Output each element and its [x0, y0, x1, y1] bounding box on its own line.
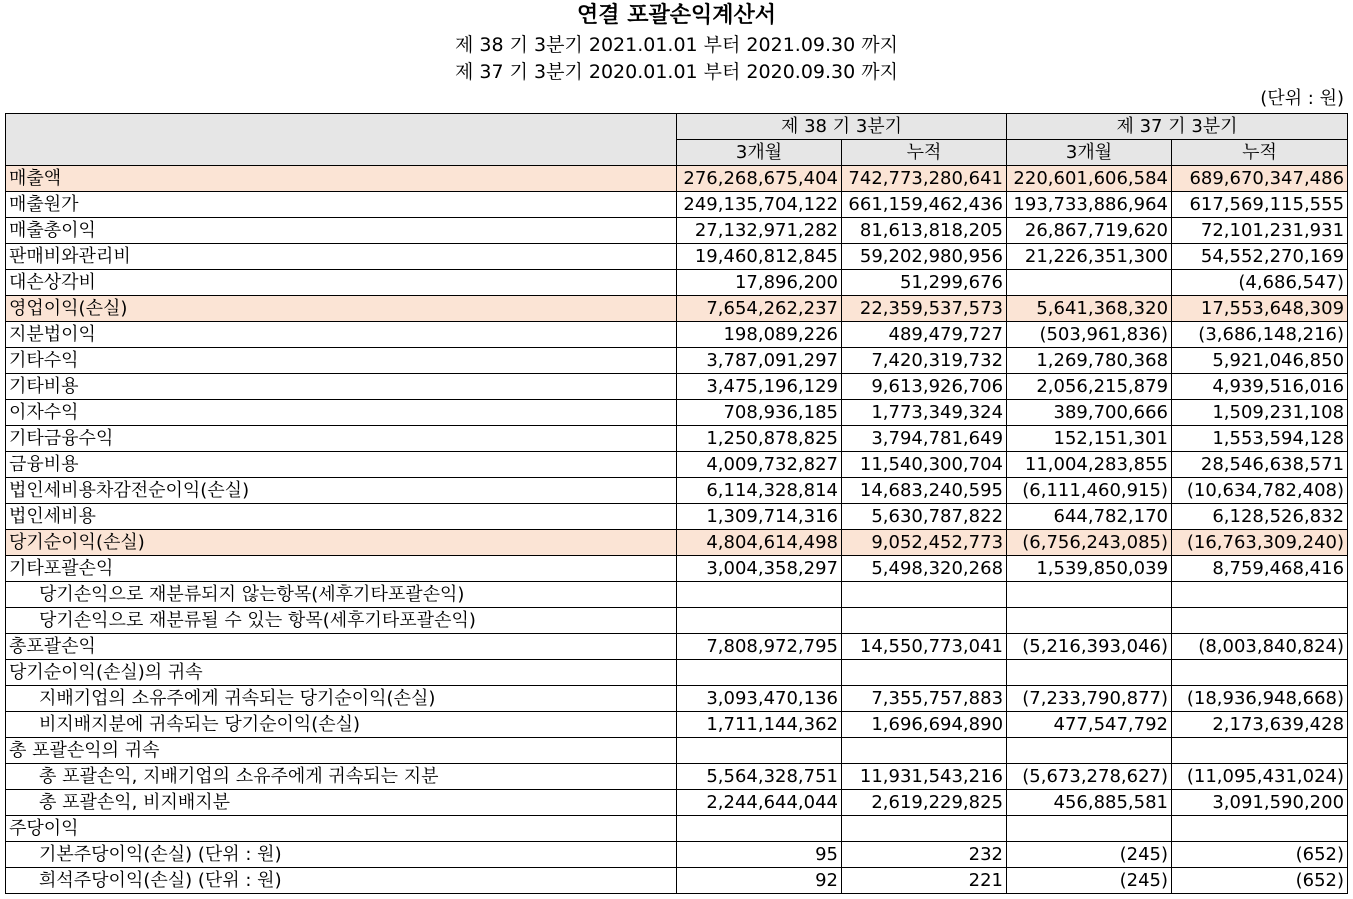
amount-cell: 689,670,347,486 — [1172, 166, 1348, 192]
amount-cell: 152,151,301 — [1007, 426, 1172, 452]
header-row-periods — [6, 114, 1348, 140]
amount-cell: 477,547,792 — [1007, 712, 1172, 738]
account-label: 비지배지분에 귀속되는 당기순이익(손실) — [6, 712, 677, 738]
amount-cell — [1172, 816, 1348, 842]
table-row — [6, 530, 1348, 556]
amount-cell: 11,004,283,855 — [1007, 452, 1172, 478]
amount-cell: 5,921,046,850 — [1172, 348, 1348, 374]
amount-cell: 17,553,648,309 — [1172, 296, 1348, 322]
amount-cell: 28,546,638,571 — [1172, 452, 1348, 478]
table-row — [6, 270, 1348, 296]
table-row — [6, 816, 1348, 842]
header-prior-cumulative: 누적 — [1172, 140, 1348, 166]
table-row — [6, 374, 1348, 400]
amount-cell — [1172, 608, 1348, 634]
amount-cell: 14,683,240,595 — [842, 478, 1007, 504]
amount-cell: (6,756,243,085) — [1007, 530, 1172, 556]
amount-cell: 6,128,526,832 — [1172, 504, 1348, 530]
amount-cell: (10,634,782,408) — [1172, 478, 1348, 504]
account-label: 기타포괄손익 — [6, 556, 677, 582]
statement-body — [6, 166, 1348, 894]
amount-cell: 5,564,328,751 — [677, 764, 842, 790]
amount-cell — [842, 738, 1007, 764]
table-row — [6, 712, 1348, 738]
amount-cell: (8,003,840,824) — [1172, 634, 1348, 660]
amount-cell: 1,539,850,039 — [1007, 556, 1172, 582]
account-label: 총 포괄손익, 비지배지분 — [6, 790, 677, 816]
amount-cell: (5,673,278,627) — [1007, 764, 1172, 790]
amount-cell: 7,355,757,883 — [842, 686, 1007, 712]
account-label: 기타비용 — [6, 374, 677, 400]
amount-cell — [677, 660, 842, 686]
amount-cell: 54,552,270,169 — [1172, 244, 1348, 270]
amount-cell — [1007, 660, 1172, 686]
amount-cell: 11,931,543,216 — [842, 764, 1007, 790]
table-row — [6, 582, 1348, 608]
income-statement-table — [5, 113, 1348, 894]
amount-cell: 19,460,812,845 — [677, 244, 842, 270]
header-prior-3months: 3개월 — [1007, 140, 1172, 166]
amount-cell: 8,759,468,416 — [1172, 556, 1348, 582]
account-label: 당기순이익(손실)의 귀속 — [6, 660, 677, 686]
amount-cell: 1,250,878,825 — [677, 426, 842, 452]
amount-cell: 1,553,594,128 — [1172, 426, 1348, 452]
table-row — [6, 660, 1348, 686]
amount-cell: 21,226,351,300 — [1007, 244, 1172, 270]
amount-cell — [677, 582, 842, 608]
amount-cell: 2,244,644,044 — [677, 790, 842, 816]
header-period-current: 제 38 기 3분기 — [677, 114, 1007, 140]
unit-label: (단위 : 원) — [1260, 88, 1344, 109]
table-row — [6, 322, 1348, 348]
amount-cell: (6,111,460,915) — [1007, 478, 1172, 504]
account-label: 대손상각비 — [6, 270, 677, 296]
table-row — [6, 842, 1348, 868]
amount-cell: 5,630,787,822 — [842, 504, 1007, 530]
amount-cell: 7,420,319,732 — [842, 348, 1007, 374]
amount-cell: 6,114,328,814 — [677, 478, 842, 504]
amount-cell: 17,896,200 — [677, 270, 842, 296]
amount-cell: 3,787,091,297 — [677, 348, 842, 374]
amount-cell — [1007, 608, 1172, 634]
amount-cell: 193,733,886,964 — [1007, 192, 1172, 218]
amount-cell: 2,173,639,428 — [1172, 712, 1348, 738]
amount-cell — [1007, 582, 1172, 608]
account-label: 당기손익으로 재분류되지 않는항목(세후기타포괄손익) — [6, 582, 677, 608]
table-row — [6, 790, 1348, 816]
account-label: 지배기업의 소유주에게 귀속되는 당기순이익(손실) — [6, 686, 677, 712]
amount-cell: (11,095,431,024) — [1172, 764, 1348, 790]
amount-cell: 742,773,280,641 — [842, 166, 1007, 192]
account-label: 지분법이익 — [6, 322, 677, 348]
amount-cell — [677, 738, 842, 764]
account-label: 매출총이익 — [6, 218, 677, 244]
table-row — [6, 504, 1348, 530]
amount-cell: 1,309,714,316 — [677, 504, 842, 530]
amount-cell: 232 — [842, 842, 1007, 868]
amount-cell — [842, 660, 1007, 686]
amount-cell: 81,613,818,205 — [842, 218, 1007, 244]
amount-cell: 92 — [677, 868, 842, 894]
account-label: 매출원가 — [6, 192, 677, 218]
amount-cell: 2,619,229,825 — [842, 790, 1007, 816]
amount-cell: 617,569,115,555 — [1172, 192, 1348, 218]
amount-cell: (245) — [1007, 842, 1172, 868]
amount-cell: (245) — [1007, 868, 1172, 894]
table-row — [6, 218, 1348, 244]
table-row — [6, 452, 1348, 478]
table-row — [6, 478, 1348, 504]
amount-cell: 4,804,614,498 — [677, 530, 842, 556]
amount-cell: 3,004,358,297 — [677, 556, 842, 582]
amount-cell: (7,233,790,877) — [1007, 686, 1172, 712]
account-label: 주당이익 — [6, 816, 677, 842]
table-row — [6, 296, 1348, 322]
table-row — [6, 868, 1348, 894]
account-label: 기본주당이익(손실) (단위 : 원) — [6, 842, 677, 868]
amount-cell: 9,613,926,706 — [842, 374, 1007, 400]
amount-cell: 5,498,320,268 — [842, 556, 1007, 582]
account-label: 총 포괄손익의 귀속 — [6, 738, 677, 764]
header-period-prior: 제 37 기 3분기 — [1007, 114, 1348, 140]
account-label: 영업이익(손실) — [6, 296, 677, 322]
amount-cell: 22,359,537,573 — [842, 296, 1007, 322]
amount-cell: (652) — [1172, 868, 1348, 894]
table-row — [6, 634, 1348, 660]
account-label: 법인세비용 — [6, 504, 677, 530]
amount-cell: 27,132,971,282 — [677, 218, 842, 244]
account-label: 기타금융수익 — [6, 426, 677, 452]
amount-cell: 3,475,196,129 — [677, 374, 842, 400]
amount-cell: 59,202,980,956 — [842, 244, 1007, 270]
amount-cell: (5,216,393,046) — [1007, 634, 1172, 660]
amount-cell: 9,052,452,773 — [842, 530, 1007, 556]
amount-cell: 644,782,170 — [1007, 504, 1172, 530]
account-label: 기타수익 — [6, 348, 677, 374]
amount-cell: 5,641,368,320 — [1007, 296, 1172, 322]
amount-cell: (652) — [1172, 842, 1348, 868]
account-label: 매출액 — [6, 166, 677, 192]
amount-cell: 7,654,262,237 — [677, 296, 842, 322]
table-row — [6, 738, 1348, 764]
amount-cell — [1172, 660, 1348, 686]
amount-cell: 1,509,231,108 — [1172, 400, 1348, 426]
account-label: 당기손익으로 재분류될 수 있는 항목(세후기타포괄손익) — [6, 608, 677, 634]
header-current-cumulative: 누적 — [842, 140, 1007, 166]
amount-cell: 51,299,676 — [842, 270, 1007, 296]
period-current-subtitle: 제 38 기 3분기 2021.01.01 부터 2021.09.30 까지 — [455, 34, 898, 56]
amount-cell — [842, 608, 1007, 634]
table-row — [6, 556, 1348, 582]
amount-cell — [842, 582, 1007, 608]
amount-cell: 26,867,719,620 — [1007, 218, 1172, 244]
table-row — [6, 348, 1348, 374]
table-row — [6, 764, 1348, 790]
table-row — [6, 166, 1348, 192]
amount-cell: 198,089,226 — [677, 322, 842, 348]
account-label: 법인세비용차감전순이익(손실) — [6, 478, 677, 504]
period-prior-subtitle: 제 37 기 3분기 2020.01.01 부터 2020.09.30 까지 — [455, 61, 898, 83]
amount-cell: 221 — [842, 868, 1007, 894]
amount-cell: 4,939,516,016 — [1172, 374, 1348, 400]
amount-cell: 3,794,781,649 — [842, 426, 1007, 452]
account-label: 희석주당이익(손실) (단위 : 원) — [6, 868, 677, 894]
table-row — [6, 400, 1348, 426]
account-label: 총포괄손익 — [6, 634, 677, 660]
amount-cell: 1,773,349,324 — [842, 400, 1007, 426]
table-row — [6, 192, 1348, 218]
amount-cell: 2,056,215,879 — [1007, 374, 1172, 400]
amount-cell — [842, 816, 1007, 842]
amount-cell: 3,093,470,136 — [677, 686, 842, 712]
amount-cell: 220,601,606,584 — [1007, 166, 1172, 192]
amount-cell: (503,961,836) — [1007, 322, 1172, 348]
amount-cell: 14,550,773,041 — [842, 634, 1007, 660]
table-row — [6, 686, 1348, 712]
amount-cell: (16,763,309,240) — [1172, 530, 1348, 556]
amount-cell: 11,540,300,704 — [842, 452, 1007, 478]
amount-cell: 249,135,704,122 — [677, 192, 842, 218]
amount-cell: 389,700,666 — [1007, 400, 1172, 426]
amount-cell: 489,479,727 — [842, 322, 1007, 348]
amount-cell: 72,101,231,931 — [1172, 218, 1348, 244]
amount-cell: (3,686,148,216) — [1172, 322, 1348, 348]
account-label: 총 포괄손익, 지배기업의 소유주에게 귀속되는 지분 — [6, 764, 677, 790]
amount-cell: 1,711,144,362 — [677, 712, 842, 738]
amount-cell — [1007, 738, 1172, 764]
amount-cell — [677, 816, 842, 842]
amount-cell: (4,686,547) — [1172, 270, 1348, 296]
amount-cell — [1007, 270, 1172, 296]
amount-cell: 3,091,590,200 — [1172, 790, 1348, 816]
account-label: 이자수익 — [6, 400, 677, 426]
amount-cell — [677, 608, 842, 634]
table-row — [6, 608, 1348, 634]
amount-cell: 4,009,732,827 — [677, 452, 842, 478]
amount-cell: (18,936,948,668) — [1172, 686, 1348, 712]
account-label: 당기순이익(손실) — [6, 530, 677, 556]
amount-cell — [1172, 738, 1348, 764]
table-row — [6, 426, 1348, 452]
amount-cell: 7,808,972,795 — [677, 634, 842, 660]
amount-cell: 1,696,694,890 — [842, 712, 1007, 738]
amount-cell: 456,885,581 — [1007, 790, 1172, 816]
amount-cell: 1,269,780,368 — [1007, 348, 1172, 374]
amount-cell: 708,936,185 — [677, 400, 842, 426]
statement-title: 연결 포괄손익계산서 — [577, 3, 776, 28]
amount-cell — [1007, 816, 1172, 842]
amount-cell: 661,159,462,436 — [842, 192, 1007, 218]
account-label: 판매비와관리비 — [6, 244, 677, 270]
header-account-cell — [6, 114, 677, 166]
amount-cell — [1172, 582, 1348, 608]
header-current-3months: 3개월 — [677, 140, 842, 166]
account-label: 금융비용 — [6, 452, 677, 478]
amount-cell: 276,268,675,404 — [677, 166, 842, 192]
amount-cell: 95 — [677, 842, 842, 868]
table-row — [6, 244, 1348, 270]
